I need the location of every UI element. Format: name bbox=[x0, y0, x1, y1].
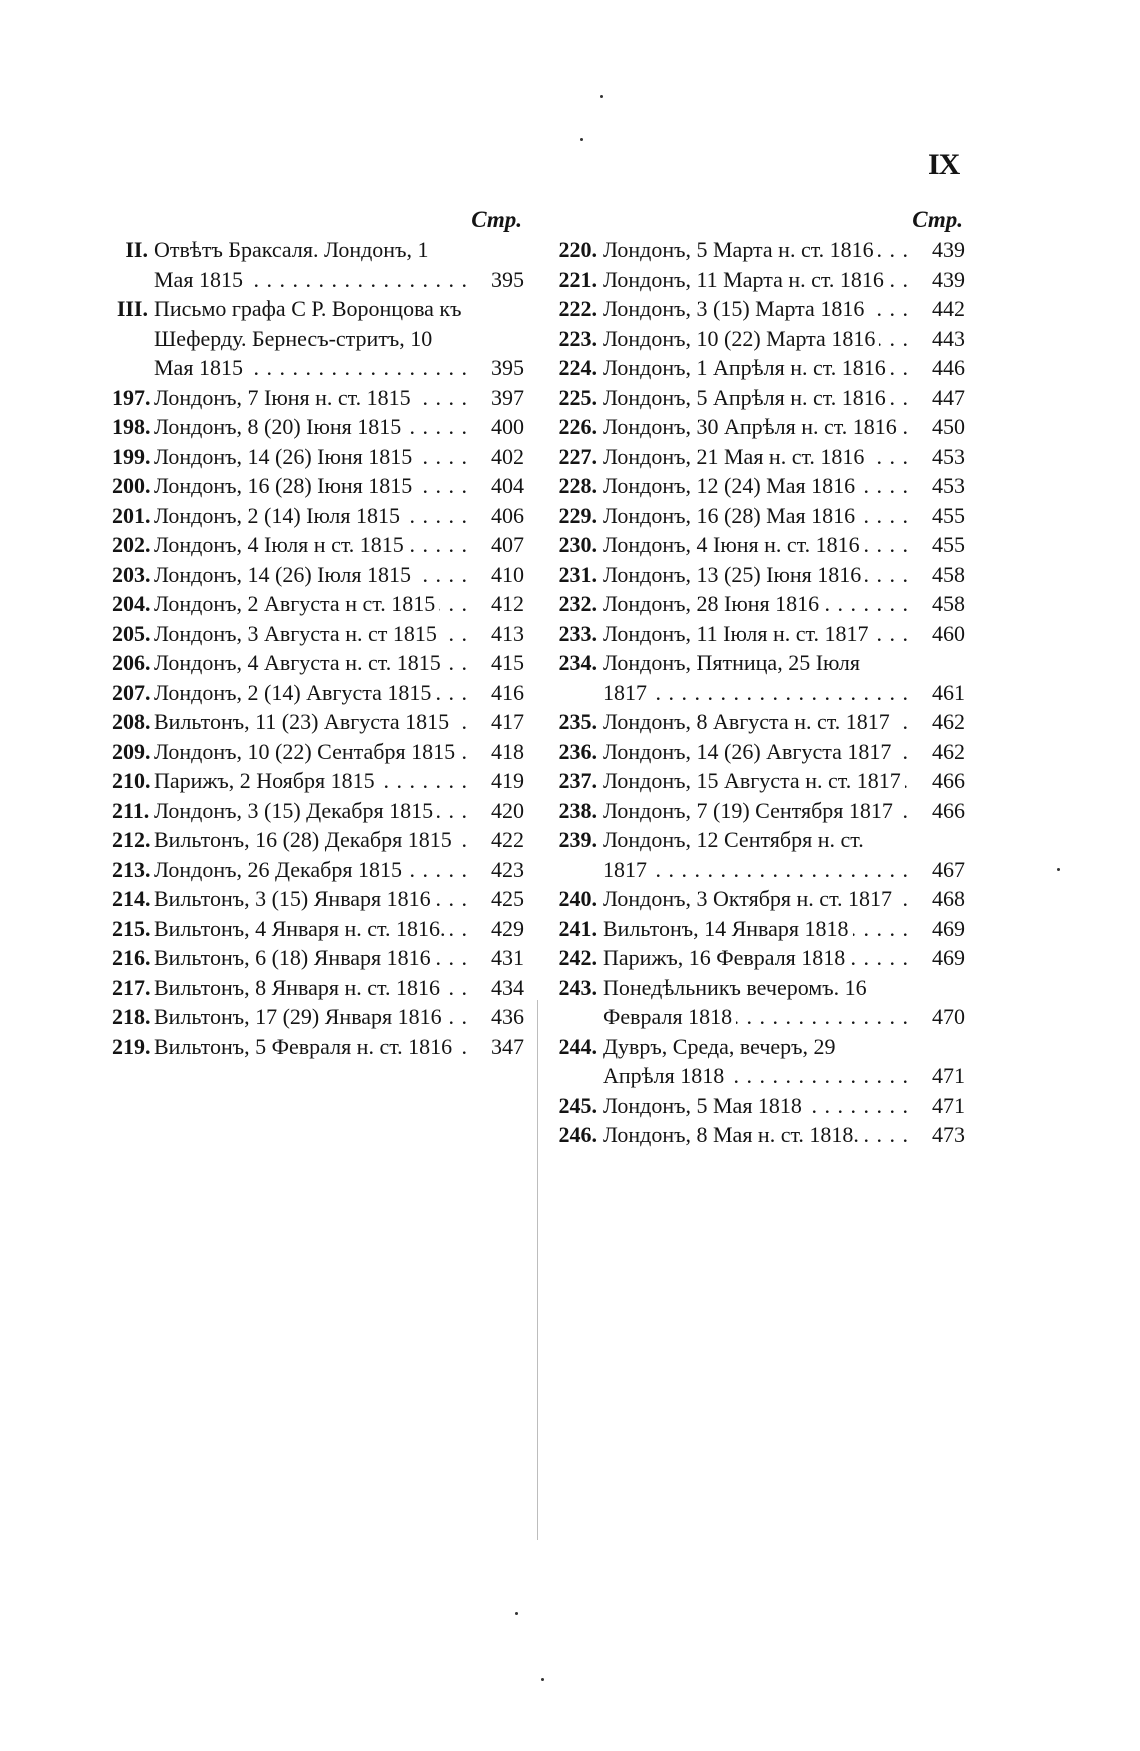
entry-title: Вильтонъ, 6 (18) Января 1816 bbox=[154, 945, 435, 970]
entry-page: 473 bbox=[932, 1122, 965, 1147]
entry-title: Лондонъ, 15 Августа н. ст. 1817 bbox=[603, 768, 905, 793]
entry-title: Лондонъ, 14 (26) Іюля 1815 bbox=[154, 562, 415, 587]
entry-number: 220. bbox=[558, 237, 597, 262]
entry-title-wrap bbox=[154, 619, 468, 649]
toc-entry bbox=[545, 1091, 965, 1121]
entry-title-wrap bbox=[603, 265, 909, 295]
toc-list-right bbox=[545, 235, 965, 1150]
toc-entry bbox=[545, 825, 965, 884]
entry-title: Письмо графа С Р. Воронцова къ Шеферду. Бернесъ-стритъ, 10 Мая 1815 bbox=[154, 296, 462, 380]
entry-title: Лондонъ, 16 (28) Іюня 1815 bbox=[154, 473, 416, 498]
toc-entry bbox=[112, 943, 524, 973]
entry-title: Лондонъ, 3 Октября н. ст. 1817 bbox=[603, 886, 896, 911]
entry-title: Лондонъ, 21 Мая н. ст. 1816 bbox=[603, 444, 868, 469]
entry-page: 417 bbox=[491, 709, 524, 734]
entry-title: Лондонъ, 1 Апрѣля н. ст. 1816 bbox=[603, 355, 890, 380]
entry-page: 423 bbox=[491, 856, 524, 882]
entry-page: 397 bbox=[491, 384, 524, 410]
entry-title: Лондонъ, 2 (14) Іюля 1815 bbox=[154, 503, 404, 528]
entry-title-wrap bbox=[154, 383, 468, 413]
entry-title: Парижъ, 16 Февраля 1818 bbox=[603, 945, 849, 970]
entry-title: Вильтонъ, 17 (29) Января 1816 bbox=[154, 1004, 446, 1029]
entry-number: 199. bbox=[112, 443, 151, 469]
entry-title-wrap bbox=[603, 943, 909, 973]
toc-entry bbox=[545, 353, 965, 383]
entry-page: 447 bbox=[932, 384, 965, 410]
entry-title-wrap bbox=[154, 796, 468, 826]
entry-page: 460 bbox=[932, 620, 965, 646]
entry-page: 467 bbox=[932, 856, 965, 882]
entry-title: Лондонъ, 28 Іюня 1816 bbox=[603, 591, 823, 616]
entry-title-wrap bbox=[154, 589, 468, 619]
entry-number: 232. bbox=[558, 591, 597, 616]
print-speck bbox=[515, 1612, 518, 1615]
toc-entry bbox=[112, 825, 524, 855]
entry-number: 202. bbox=[112, 532, 151, 557]
entry-title-wrap bbox=[154, 914, 468, 944]
entry-title: Лондонъ, 11 Марта н. ст. 1816 bbox=[603, 267, 888, 292]
toc-entry bbox=[545, 412, 965, 442]
entry-page: 466 bbox=[932, 797, 965, 823]
entry-number: 210. bbox=[112, 768, 151, 793]
entry-number: 221. bbox=[558, 266, 597, 292]
entry-title: Лондонъ, 7 Іюня н. ст. 1815 bbox=[154, 385, 415, 410]
entry-title-wrap bbox=[603, 1120, 909, 1150]
entry-title-wrap bbox=[154, 825, 468, 855]
toc-entry bbox=[545, 442, 965, 472]
entry-number: 209. bbox=[112, 738, 151, 764]
entry-page: 468 bbox=[932, 886, 965, 911]
entry-title: Лондонъ, 4 Іюля н ст. 1815 bbox=[154, 532, 408, 557]
entry-page: 455 bbox=[932, 532, 965, 557]
toc-entry bbox=[112, 973, 524, 1003]
entry-title-wrap bbox=[603, 619, 909, 649]
toc-entry bbox=[112, 796, 524, 826]
entry-number: 201. bbox=[112, 502, 151, 528]
entry-number: 206. bbox=[112, 650, 151, 675]
entry-title-wrap bbox=[603, 973, 909, 1032]
entry-number: III. bbox=[116, 296, 148, 321]
entry-number: 234. bbox=[558, 650, 597, 675]
entry-page: 439 bbox=[932, 237, 965, 262]
entry-page: 347 bbox=[491, 1033, 524, 1059]
entry-title-wrap bbox=[154, 530, 468, 560]
entry-number: 231. bbox=[558, 561, 597, 587]
entry-title: Лондонъ, 12 Сентября н. ст. 1817 bbox=[603, 827, 864, 882]
toc-entry bbox=[545, 294, 965, 324]
toc-entry bbox=[112, 530, 524, 560]
entry-number: 225. bbox=[558, 384, 597, 410]
entry-title: Лондонъ, 2 (14) Августа 1815 bbox=[154, 680, 435, 705]
entry-number: 224. bbox=[558, 355, 597, 380]
entry-number: 208. bbox=[112, 709, 151, 734]
column-divider bbox=[537, 1000, 538, 1540]
entry-title-wrap bbox=[603, 294, 909, 324]
entry-page: 416 bbox=[491, 679, 524, 705]
entry-title-wrap bbox=[603, 530, 909, 560]
print-speck bbox=[541, 1678, 544, 1681]
entry-title: Отвѣтъ Браксаля. Лондонъ, 1 Мая 1815 bbox=[154, 237, 429, 292]
entry-page: 453 bbox=[932, 443, 965, 469]
entry-page: 439 bbox=[932, 266, 965, 292]
toc-entry bbox=[545, 589, 965, 619]
toc-entry bbox=[112, 235, 524, 294]
toc-entry bbox=[545, 560, 965, 590]
entry-page: 462 bbox=[932, 738, 965, 764]
toc-entry bbox=[545, 914, 965, 944]
entry-title-wrap bbox=[154, 235, 468, 294]
entry-title-wrap bbox=[154, 442, 468, 472]
entry-page: 420 bbox=[491, 797, 524, 823]
entry-number: 197. bbox=[112, 384, 151, 410]
entry-title: Лондонъ, 10 (22) Сентабря 1815 bbox=[154, 739, 459, 764]
toc-entry bbox=[112, 737, 524, 767]
toc-entry bbox=[112, 914, 524, 944]
entry-page: 443 bbox=[932, 325, 965, 351]
entry-number: 228. bbox=[558, 473, 597, 498]
entry-number: 213. bbox=[112, 856, 151, 882]
entry-title-wrap bbox=[603, 884, 909, 914]
entry-title: Лондонъ, 4 Августа н. ст. 1815 bbox=[154, 650, 445, 675]
entry-title: Лондонъ, 3 (15) Марта 1816 bbox=[603, 296, 868, 321]
entry-title-wrap bbox=[603, 648, 909, 707]
entry-page: 458 bbox=[932, 561, 965, 587]
entry-title-wrap bbox=[603, 825, 909, 884]
entry-number: 226. bbox=[558, 414, 597, 439]
entry-title-wrap bbox=[603, 766, 909, 796]
entry-title-wrap bbox=[603, 383, 909, 413]
toc-entry bbox=[545, 943, 965, 973]
entry-page: 402 bbox=[491, 443, 524, 469]
toc-entry bbox=[112, 766, 524, 796]
entry-number: 211. bbox=[112, 797, 150, 823]
entry-page: 395 bbox=[491, 355, 524, 380]
entry-number: 222. bbox=[558, 296, 597, 321]
entry-number: 214. bbox=[112, 886, 151, 911]
entry-page: 425 bbox=[491, 886, 524, 911]
entry-title: Понедѣльникъ вечеромъ. 16 Февраля 1818 bbox=[603, 974, 867, 1029]
entry-page: 469 bbox=[932, 945, 965, 970]
entry-page: 434 bbox=[491, 974, 524, 1000]
entry-number: 245. bbox=[558, 1092, 597, 1118]
toc-entry bbox=[545, 796, 965, 826]
entry-title: Лондонъ, 2 Августа н ст. 1815 bbox=[154, 591, 439, 616]
toc-entry bbox=[112, 707, 524, 737]
toc-entry bbox=[112, 619, 524, 649]
entry-title: Вильтонъ, 8 Января н. ст. 1816 bbox=[154, 975, 444, 1000]
page-number: IX bbox=[928, 148, 960, 181]
entry-number: 238. bbox=[558, 797, 597, 823]
entry-number: 205. bbox=[112, 620, 151, 646]
entry-number: 212. bbox=[112, 827, 151, 852]
entry-title-wrap bbox=[154, 707, 468, 737]
entry-title-wrap bbox=[154, 412, 468, 442]
entry-page: 442 bbox=[932, 296, 965, 321]
entry-title: Лондонъ, 11 Іюля н. ст. 1817 bbox=[603, 621, 872, 646]
entry-title: Лондонъ, 4 Іюня н. ст. 1816 bbox=[603, 532, 864, 557]
toc-entry bbox=[545, 619, 965, 649]
entry-title: Вильтонъ, 16 (28) Декабря 1815 bbox=[154, 827, 456, 852]
entry-page: 419 bbox=[491, 768, 524, 793]
entry-page: 400 bbox=[491, 414, 524, 439]
entry-title-wrap bbox=[154, 737, 468, 767]
entry-number: 223. bbox=[558, 325, 597, 351]
toc-entry bbox=[545, 1120, 965, 1150]
toc-column-right bbox=[545, 205, 965, 1150]
entry-number: 239. bbox=[558, 827, 597, 852]
entry-title-wrap bbox=[603, 412, 909, 442]
entry-title-wrap bbox=[154, 560, 468, 590]
entry-number: 200. bbox=[112, 473, 151, 498]
entry-page: 455 bbox=[932, 502, 965, 528]
toc-entry bbox=[545, 235, 965, 265]
toc-entry bbox=[112, 383, 524, 413]
entry-page: 415 bbox=[491, 650, 524, 675]
page-column-header: Стр. bbox=[471, 207, 522, 232]
toc-entry bbox=[112, 501, 524, 531]
entry-number: II. bbox=[125, 237, 148, 262]
entry-number: 236. bbox=[558, 738, 597, 764]
toc-entry bbox=[112, 471, 524, 501]
entry-number: 233. bbox=[558, 620, 597, 646]
toc-entry bbox=[112, 884, 524, 914]
entry-title-wrap bbox=[154, 1032, 468, 1062]
toc-entry bbox=[545, 530, 965, 560]
entry-title: Вильтонъ, 11 (23) Августа 1815 bbox=[154, 709, 453, 734]
entry-title-wrap bbox=[603, 914, 909, 944]
entry-title: Лондонъ, 26 Декабря 1815 bbox=[154, 857, 406, 882]
entry-page: 431 bbox=[491, 945, 524, 970]
toc-entry bbox=[112, 412, 524, 442]
entry-title: Парижъ, 2 Ноября 1815 bbox=[154, 768, 379, 793]
toc-entry bbox=[112, 442, 524, 472]
entry-title-wrap bbox=[154, 471, 468, 501]
entry-number: 207. bbox=[112, 679, 151, 705]
toc-entry bbox=[112, 294, 524, 383]
entry-title-wrap bbox=[154, 678, 468, 708]
entry-number: 219. bbox=[112, 1033, 151, 1059]
entry-title-wrap bbox=[154, 855, 468, 885]
entry-number: 240. bbox=[558, 886, 597, 911]
toc-entry bbox=[545, 737, 965, 767]
toc-entry bbox=[112, 1032, 524, 1062]
entry-number: 235. bbox=[558, 709, 597, 734]
entry-number: 227. bbox=[558, 443, 597, 469]
entry-title-wrap bbox=[603, 235, 909, 265]
entry-title-wrap bbox=[154, 648, 468, 678]
entry-page: 429 bbox=[491, 915, 524, 941]
toc-entry bbox=[545, 383, 965, 413]
entry-number: 237. bbox=[558, 768, 597, 793]
entry-number: 198. bbox=[112, 414, 151, 439]
entry-title: Лондонъ, 5 Мая 1818 bbox=[603, 1093, 806, 1118]
entry-title: Лондонъ, 5 Апрѣля н. ст. 1816 bbox=[603, 385, 890, 410]
entry-title-wrap bbox=[154, 973, 468, 1003]
entry-title: Лондонъ, 30 Апрѣля н. ст. 1816 bbox=[603, 414, 901, 439]
entry-title: Лондонъ, 8 (20) Іюня 1815 bbox=[154, 414, 405, 439]
entry-title: Лондонъ, 16 (28) Мая 1816 bbox=[603, 503, 859, 528]
entry-number: 215. bbox=[112, 915, 151, 941]
entry-title-wrap bbox=[603, 560, 909, 590]
page-column-header: Стр. bbox=[912, 207, 963, 232]
entry-page: 404 bbox=[491, 473, 524, 498]
entry-page: 469 bbox=[932, 915, 965, 941]
entry-title: Лондонъ, Пятница, 25 Іюля 1817 bbox=[603, 650, 861, 705]
toc-entry bbox=[545, 501, 965, 531]
toc-entry bbox=[112, 560, 524, 590]
toc-entry bbox=[545, 766, 965, 796]
toc-entry bbox=[112, 855, 524, 885]
entry-page: 471 bbox=[932, 1063, 965, 1088]
entry-page: 418 bbox=[491, 738, 524, 764]
entry-title: Лондонъ, 3 (15) Декабря 1815 bbox=[154, 798, 437, 823]
entry-title-wrap bbox=[603, 471, 909, 501]
entry-title: Вильтонъ, 3 (15) Января 1816 bbox=[154, 886, 435, 911]
entry-page: 422 bbox=[491, 827, 524, 852]
entry-title-wrap bbox=[603, 353, 909, 383]
toc-entry bbox=[112, 648, 524, 678]
entry-title: Лондонъ, 7 (19) Сентября 1817 bbox=[603, 798, 897, 823]
toc-column-left bbox=[112, 205, 524, 1061]
entry-title: Вильтонъ, 4 Января н. ст. 1816. bbox=[154, 916, 450, 941]
entry-title: Лондонъ, 8 Августа н. ст. 1817 bbox=[603, 709, 894, 734]
entry-page: 471 bbox=[932, 1092, 965, 1118]
entry-title: Лондонъ, 13 (25) Іюня 1816 bbox=[603, 562, 865, 587]
entry-title: Лондонъ, 14 (26) Іюня 1815 bbox=[154, 444, 416, 469]
entry-title-wrap bbox=[154, 294, 468, 383]
toc-entry bbox=[545, 648, 965, 707]
entry-page: 407 bbox=[491, 532, 524, 557]
entry-page: 453 bbox=[932, 473, 965, 498]
print-speck bbox=[1057, 868, 1060, 871]
entry-number: 204. bbox=[112, 591, 151, 616]
entry-title-wrap bbox=[603, 442, 909, 472]
entry-title-wrap bbox=[603, 324, 909, 354]
entry-number: 242. bbox=[558, 945, 597, 970]
entry-title-wrap bbox=[603, 1032, 909, 1091]
entry-title-wrap bbox=[154, 1002, 468, 1032]
entry-page: 406 bbox=[491, 502, 524, 528]
print-speck bbox=[600, 95, 603, 98]
entry-number: 218. bbox=[112, 1004, 151, 1029]
entry-number: 230. bbox=[558, 532, 597, 557]
toc-entry bbox=[112, 589, 524, 619]
toc-list-left bbox=[112, 235, 524, 1061]
entry-number: 243. bbox=[558, 974, 597, 1000]
entry-page: 466 bbox=[932, 768, 965, 793]
toc-entry bbox=[545, 471, 965, 501]
entry-title: Лондонъ, 8 Мая н. ст. 1818. bbox=[603, 1122, 863, 1147]
entry-number: 203. bbox=[112, 561, 151, 587]
toc-entry bbox=[112, 1002, 524, 1032]
entry-page: 395 bbox=[491, 266, 524, 292]
entry-title-wrap bbox=[603, 501, 909, 531]
toc-entry bbox=[545, 265, 965, 295]
entry-title-wrap bbox=[154, 766, 468, 796]
print-speck bbox=[580, 138, 583, 141]
toc-entry bbox=[545, 973, 965, 1032]
toc-entry bbox=[545, 1032, 965, 1091]
entry-title-wrap bbox=[603, 737, 909, 767]
entry-number: 229. bbox=[558, 502, 597, 528]
toc-entry bbox=[545, 324, 965, 354]
entry-number: 244. bbox=[558, 1033, 597, 1059]
entry-page: 410 bbox=[491, 561, 524, 587]
entry-page: 450 bbox=[932, 414, 965, 439]
entry-title-wrap bbox=[603, 796, 909, 826]
entry-number: 216. bbox=[112, 945, 151, 970]
toc-entry bbox=[545, 707, 965, 737]
entry-page: 413 bbox=[491, 620, 524, 646]
entry-page: 461 bbox=[932, 679, 965, 705]
entry-page: 436 bbox=[491, 1004, 524, 1029]
entry-title-wrap bbox=[154, 501, 468, 531]
entry-number: 241. bbox=[558, 915, 597, 941]
entry-title: Лондонъ, 3 Августа н. ст 1815 bbox=[154, 621, 441, 646]
toc-entry bbox=[545, 884, 965, 914]
entry-page: 462 bbox=[932, 709, 965, 734]
entry-title: Вильтонъ, 5 Февраля н. ст. 1816 bbox=[154, 1034, 456, 1059]
entry-title-wrap bbox=[154, 884, 468, 914]
entry-title: Лондонъ, 12 (24) Мая 1816 bbox=[603, 473, 859, 498]
entry-page: 470 bbox=[932, 1004, 965, 1029]
entry-title: Дувръ, Среда, вечеръ, 29 Апрѣля 1818 bbox=[603, 1033, 836, 1088]
entry-title: Вильтонъ, 14 Января 1818 bbox=[603, 916, 853, 941]
entry-title-wrap bbox=[603, 707, 909, 737]
entry-title: Лондонъ, 14 (26) Августа 1817 bbox=[603, 739, 895, 764]
toc-entry bbox=[112, 678, 524, 708]
entry-title-wrap bbox=[603, 589, 909, 619]
entry-title-wrap bbox=[154, 943, 468, 973]
entry-number: 217. bbox=[112, 974, 151, 1000]
entry-page: 446 bbox=[932, 355, 965, 380]
entry-title-wrap bbox=[603, 1091, 909, 1121]
entry-page: 458 bbox=[932, 591, 965, 616]
entry-page: 412 bbox=[491, 591, 524, 616]
entry-number: 246. bbox=[558, 1122, 597, 1147]
entry-title: Лондонъ, 10 (22) Марта 1816 bbox=[603, 326, 879, 351]
entry-title: Лондонъ, 5 Марта н. ст. 1816 bbox=[603, 237, 878, 262]
